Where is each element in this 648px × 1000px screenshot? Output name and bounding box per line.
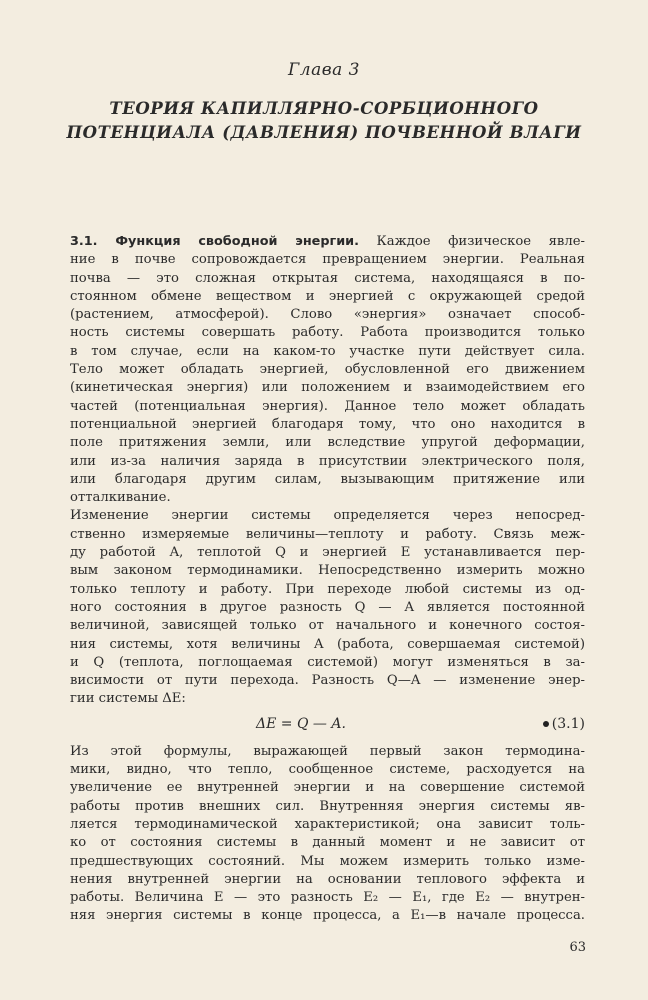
paragraph-line: величиной, зависящей только от начального и конечного состоя-	[70, 618, 585, 634]
chapter-title	[40, 97, 608, 145]
paragraph-line: Из этой формулы, выражающей первый закон термодина-	[70, 743, 585, 759]
chapter-title-line: ПОТЕНЦИАЛА (ДАВЛЕНИЯ) ПОЧВЕННОЙ ВЛАГИ	[66, 123, 582, 142]
chapter-label: Глава 3	[288, 60, 360, 80]
paragraph-line: вым законом термодинамики. Непосредственно измерить можно	[70, 563, 585, 579]
paragraph-line: ко от состояния системы в данный момент и не зависит от	[70, 835, 585, 851]
paragraph-line: мики, видно, что тепло, сообщенное системе, расходуется на	[70, 762, 585, 778]
paragraph-line: ляется термодинамической характеристикой; она зависит толь-	[70, 816, 585, 832]
paragraph-line: предшествующих состояний. Мы можем измерить только изме-	[70, 853, 585, 869]
bullet-mark	[543, 721, 549, 727]
paragraph-line: ния системы, хотя величины A (работа, совершаемая системой)	[70, 636, 585, 652]
paragraph-line: работы против внешних сил. Внутренняя энергия системы яв-	[70, 798, 585, 814]
paragraph-line: работы. Величина E — это разность E₂ — E₁, где E₂ — внутрен-	[70, 890, 585, 906]
paragraph-line: поле притяжения земли, или вследствие упругой деформации,	[70, 435, 585, 451]
formula	[70, 712, 585, 736]
page-number: 63	[569, 940, 586, 955]
paragraph-line: Изменение энергии системы определяется через непосред-	[70, 508, 585, 524]
formula-number: (3.1)	[551, 715, 585, 732]
paragraph-line: или из-за наличия заряда в присутствии электрического поля,	[70, 453, 585, 469]
paragraph-line: ного состояния в другое разность Q — A является постоянной	[70, 599, 585, 615]
formula-expression: ΔE = Q — A.	[256, 715, 346, 732]
paragraph-line: частей (потенциальная энергия). Данное тело может обладать	[70, 398, 585, 414]
body-text	[70, 233, 585, 926]
paragraph-text: Каждое физическое явле-	[359, 234, 585, 249]
paragraph-line: ду работой A, теплотой Q и энергией E устанавливается пер-	[70, 545, 585, 561]
paragraph-line: только теплоту и работу. При переходе любой системы из од-	[70, 581, 585, 597]
paragraph-line	[70, 233, 585, 251]
paragraph-line: гии системы ΔE:	[70, 691, 186, 707]
paragraph-line: нения внутренней энергии на основании теплового эффекта и	[70, 871, 585, 887]
paragraph-line: ственно измеряемые величины—теплоту и работу. Связь меж-	[70, 526, 585, 542]
paragraph-line: почва — это сложная открытая система, находящаяся в по-	[70, 270, 585, 286]
paragraph-line: или благодаря другим силам, вызывающим притяжение или	[70, 471, 585, 487]
paragraph-line: в том случае, если на каком-то участке пути действует сила.	[70, 343, 585, 359]
chapter-title-line: ТЕОРИЯ КАПИЛЛЯРНО-СОРБЦИОННОГО	[109, 99, 539, 118]
paragraph-line: стоянном обмене веществом и энергией с окружающей средой	[70, 288, 585, 304]
paragraph-line: потенциальной энергией благодаря тому, что оно находится в	[70, 416, 585, 432]
paragraph-line: и Q (теплота, поглощаемая системой) могут изменяться в за-	[70, 654, 585, 670]
paragraph-line: ность системы совершать работу. Работа производится только	[70, 325, 585, 341]
paragraph-line: висимости от пути перехода. Разность Q—A — изменение энер-	[70, 673, 585, 689]
paragraph-line: ние в почве сопровождается превращением энергии. Реальная	[70, 252, 585, 268]
paragraph-line: Тело может обладать энергией, обусловленной его движением	[70, 362, 585, 378]
section-heading: 3.1. Функция свободной энергии.	[70, 234, 359, 249]
paragraph-line: (растением, атмосферой). Слово «энергия» означает способ-	[70, 307, 585, 323]
paragraph-line: отталкивание.	[70, 490, 171, 506]
paragraph-line: (кинетическая энергия) или положением и взаимодействием его	[70, 380, 585, 396]
paragraph-line: увеличение ее внутренней энергии и на совершение системой	[70, 780, 585, 796]
paragraph-line: няя энергия системы в конце процесса, а E₁—в начале процесса.	[70, 908, 585, 924]
